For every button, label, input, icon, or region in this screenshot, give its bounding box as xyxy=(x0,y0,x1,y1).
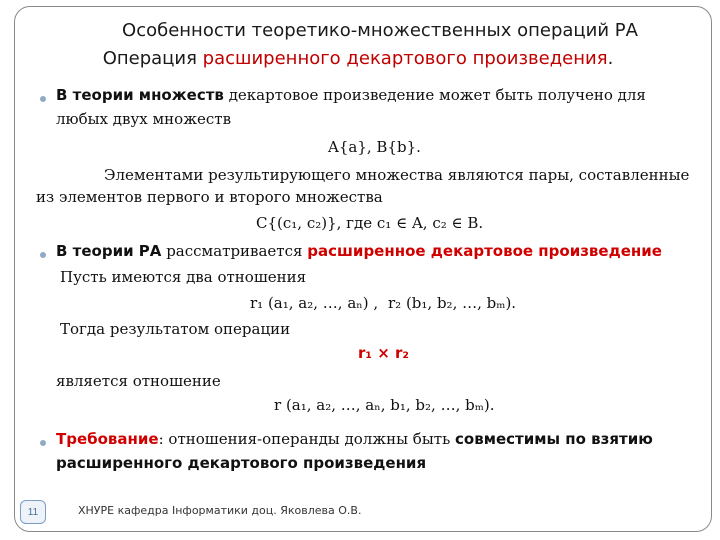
bullet3-line2: расширенного декартового произведения xyxy=(56,454,427,472)
bullet2-line3: Тогда результатом операции xyxy=(60,320,291,338)
bullet3-text1: : отношения-операнды должны быть xyxy=(158,430,456,448)
bullet2-text1: рассматривается xyxy=(161,242,308,260)
bullet1-text1: декартовое произведение может быть получено для xyxy=(223,86,646,104)
formula-r: r (a₁, a₂, …, aₙ, b₁, b₂, …, bₘ). xyxy=(274,396,495,414)
bullet2-line4: является отношение xyxy=(56,372,221,390)
bullet1-line3: Элементами результирующего множества являются пары, составленные xyxy=(104,166,690,184)
bullet2-line2: Пусть имеются два отношения xyxy=(60,268,307,286)
bullet2-bold: В теории РА xyxy=(56,242,162,260)
bullet2-red: расширенное декартовое произведение xyxy=(307,242,662,260)
subtitle-highlight: расширенного декартового произведения xyxy=(202,48,608,69)
bullet3-red: Требование xyxy=(56,430,159,448)
bullet1-line1 xyxy=(56,86,646,104)
bullet-marker-2 xyxy=(40,252,46,258)
formula-sets: A{a}, B{b}. xyxy=(328,138,421,156)
slide-title xyxy=(0,20,720,41)
bullet-marker-1 xyxy=(40,96,46,102)
footer-author: ХНУРЕ кафедра Інформатики доц. Яковлева О.В. xyxy=(78,504,362,517)
subtitle-prefix: Операция xyxy=(102,48,203,69)
bullet3-line1 xyxy=(56,430,653,448)
bullet1-line4: из элементов первого и второго множества xyxy=(36,188,383,206)
title-line1: Особенности теоретико-множественных операций РА xyxy=(122,20,638,41)
formula-r1: r₁ (a₁, a₂, …, aₙ) , xyxy=(250,294,379,312)
slide-subtitle xyxy=(0,48,720,69)
bullet1-line2: любых двух множеств xyxy=(56,110,232,128)
formula-product: r₁ × r₂ xyxy=(358,344,409,362)
bullet3-bold1: совместимы по взятию xyxy=(455,430,653,448)
formula-r2: r₂ (b₁, b₂, …, bₘ). xyxy=(388,294,517,312)
bullet1-bold: В теории множеств xyxy=(56,86,224,104)
page-number: 11 xyxy=(20,500,46,524)
subtitle-suffix: . xyxy=(607,48,614,69)
bullet2-line1 xyxy=(56,242,662,260)
formula-c: C{(c₁, c₂)}, где c₁ ∈ A, c₂ ∈ B. xyxy=(256,214,484,232)
bullet-marker-3 xyxy=(40,440,46,446)
